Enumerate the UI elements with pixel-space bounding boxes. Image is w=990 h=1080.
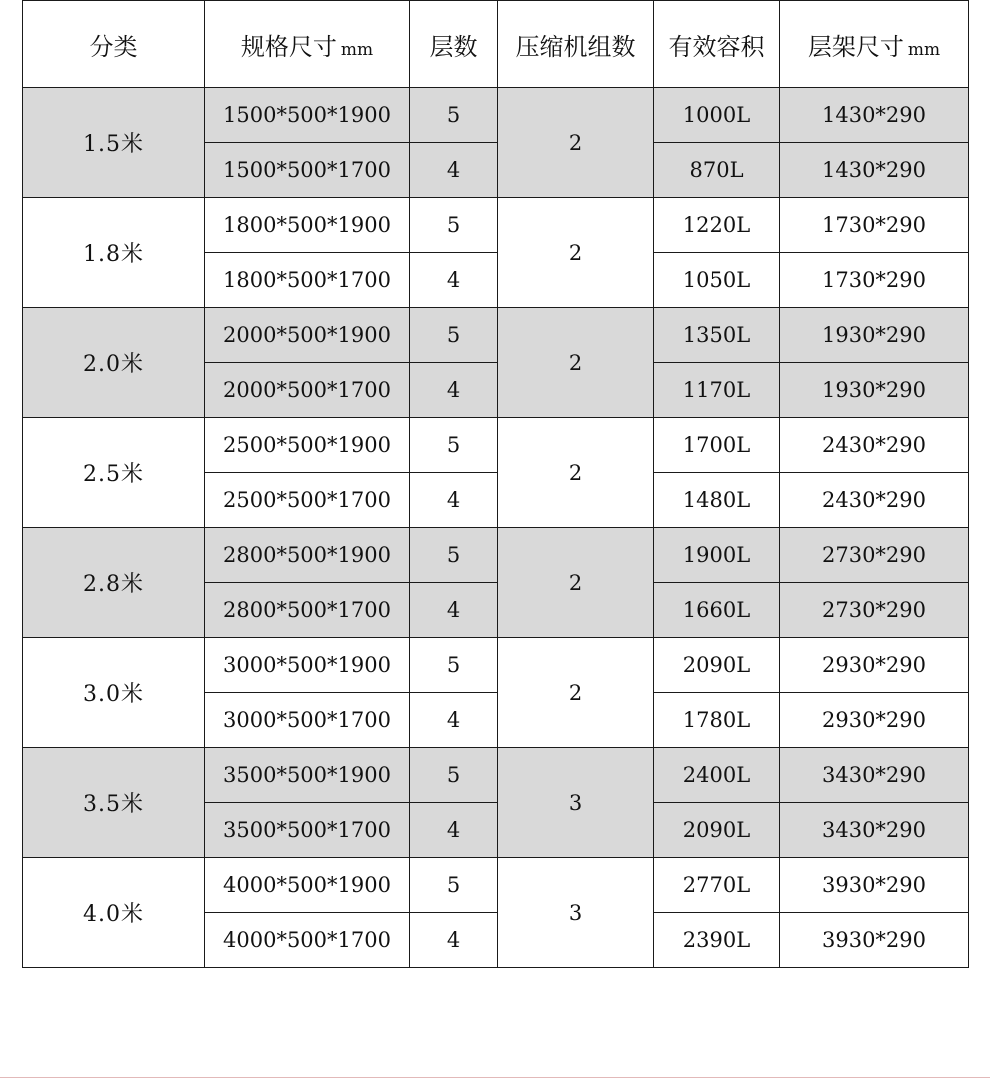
bottom-divider — [0, 1077, 990, 1078]
table-row — [23, 88, 969, 143]
table-row — [23, 748, 969, 803]
cell-compressor: 2 — [498, 88, 654, 198]
cell-volume: 1170L — [654, 363, 780, 418]
cell-layers: 5 — [410, 638, 498, 693]
cell-shelf: 2430*290 — [780, 418, 969, 473]
cell-layers: 4 — [410, 693, 498, 748]
cell-volume: 1700L — [654, 418, 780, 473]
cell-shelf: 2730*290 — [780, 583, 969, 638]
cell-compressor: 3 — [498, 858, 654, 968]
cell-volume: 1050L — [654, 253, 780, 308]
cell-volume: 2400L — [654, 748, 780, 803]
cell-volume: 1220L — [654, 198, 780, 253]
cell-compressor: 2 — [498, 308, 654, 418]
header-shelf-unit: mm — [907, 39, 941, 60]
cell-volume: 1480L — [654, 473, 780, 528]
cell-volume: 870L — [654, 143, 780, 198]
cell-shelf: 2930*290 — [780, 693, 969, 748]
header-layers: 层数 — [410, 1, 498, 88]
cell-shelf: 3430*290 — [780, 803, 969, 858]
cell-layers: 5 — [410, 308, 498, 363]
cell-spec: 1800*500*1900 — [205, 198, 410, 253]
header-category: 分类 — [23, 1, 205, 88]
cell-volume: 1660L — [654, 583, 780, 638]
cell-layers: 5 — [410, 88, 498, 143]
cell-category: 1.5米 — [23, 88, 205, 198]
cell-spec: 2800*500*1900 — [205, 528, 410, 583]
cell-layers: 5 — [410, 858, 498, 913]
cell-category: 3.0米 — [23, 638, 205, 748]
cell-shelf: 2930*290 — [780, 638, 969, 693]
spec-table — [22, 0, 969, 968]
cell-volume: 1780L — [654, 693, 780, 748]
cell-shelf: 3930*290 — [780, 913, 969, 968]
cell-shelf: 1930*290 — [780, 363, 969, 418]
cell-shelf: 1430*290 — [780, 88, 969, 143]
cell-compressor: 2 — [498, 198, 654, 308]
cell-layers: 4 — [410, 473, 498, 528]
header-compressor: 压缩机组数 — [498, 1, 654, 88]
cell-layers: 5 — [410, 198, 498, 253]
cell-category: 1.8米 — [23, 198, 205, 308]
table-row — [23, 198, 969, 253]
cell-spec: 4000*500*1700 — [205, 913, 410, 968]
cell-compressor: 2 — [498, 528, 654, 638]
table-row — [23, 418, 969, 473]
cell-spec: 2500*500*1700 — [205, 473, 410, 528]
cell-compressor: 2 — [498, 418, 654, 528]
cell-volume: 2390L — [654, 913, 780, 968]
cell-layers: 4 — [410, 803, 498, 858]
cell-layers: 4 — [410, 143, 498, 198]
table-row — [23, 308, 969, 363]
cell-spec: 1800*500*1700 — [205, 253, 410, 308]
cell-layers: 5 — [410, 528, 498, 583]
header-spec-unit: mm — [340, 39, 374, 60]
cell-layers: 4 — [410, 253, 498, 308]
cell-volume: 2090L — [654, 638, 780, 693]
cell-spec: 2000*500*1700 — [205, 363, 410, 418]
cell-layers: 4 — [410, 913, 498, 968]
cell-volume: 2090L — [654, 803, 780, 858]
cell-shelf: 3930*290 — [780, 858, 969, 913]
cell-spec: 3000*500*1900 — [205, 638, 410, 693]
cell-spec: 1500*500*1700 — [205, 143, 410, 198]
cell-spec: 1500*500*1900 — [205, 88, 410, 143]
table-body — [23, 88, 969, 968]
cell-category: 2.0米 — [23, 308, 205, 418]
cell-shelf: 1930*290 — [780, 308, 969, 363]
cell-volume: 1350L — [654, 308, 780, 363]
header-volume: 有效容积 — [654, 1, 780, 88]
table-row — [23, 858, 969, 913]
cell-compressor: 3 — [498, 748, 654, 858]
cell-shelf: 1730*290 — [780, 253, 969, 308]
cell-spec: 3500*500*1700 — [205, 803, 410, 858]
cell-volume: 2770L — [654, 858, 780, 913]
cell-category: 2.8米 — [23, 528, 205, 638]
header-spec: 规格尺寸 mm — [205, 1, 410, 88]
cell-shelf: 2730*290 — [780, 528, 969, 583]
cell-layers: 4 — [410, 363, 498, 418]
cell-volume: 1900L — [654, 528, 780, 583]
table-row — [23, 528, 969, 583]
cell-shelf: 3430*290 — [780, 748, 969, 803]
cell-shelf: 2430*290 — [780, 473, 969, 528]
header-shelf: 层架尺寸 mm — [780, 1, 969, 88]
cell-spec: 2800*500*1700 — [205, 583, 410, 638]
cell-volume: 1000L — [654, 88, 780, 143]
cell-layers: 5 — [410, 418, 498, 473]
cell-spec: 4000*500*1900 — [205, 858, 410, 913]
cell-spec: 2500*500*1900 — [205, 418, 410, 473]
cell-shelf: 1730*290 — [780, 198, 969, 253]
table-header-row — [23, 1, 969, 88]
cell-shelf: 1430*290 — [780, 143, 969, 198]
cell-spec: 3000*500*1700 — [205, 693, 410, 748]
cell-spec: 2000*500*1900 — [205, 308, 410, 363]
cell-layers: 4 — [410, 583, 498, 638]
cell-category: 2.5米 — [23, 418, 205, 528]
cell-layers: 5 — [410, 748, 498, 803]
cell-spec: 3500*500*1900 — [205, 748, 410, 803]
table-row — [23, 638, 969, 693]
cell-category: 3.5米 — [23, 748, 205, 858]
cell-compressor: 2 — [498, 638, 654, 748]
cell-category: 4.0米 — [23, 858, 205, 968]
